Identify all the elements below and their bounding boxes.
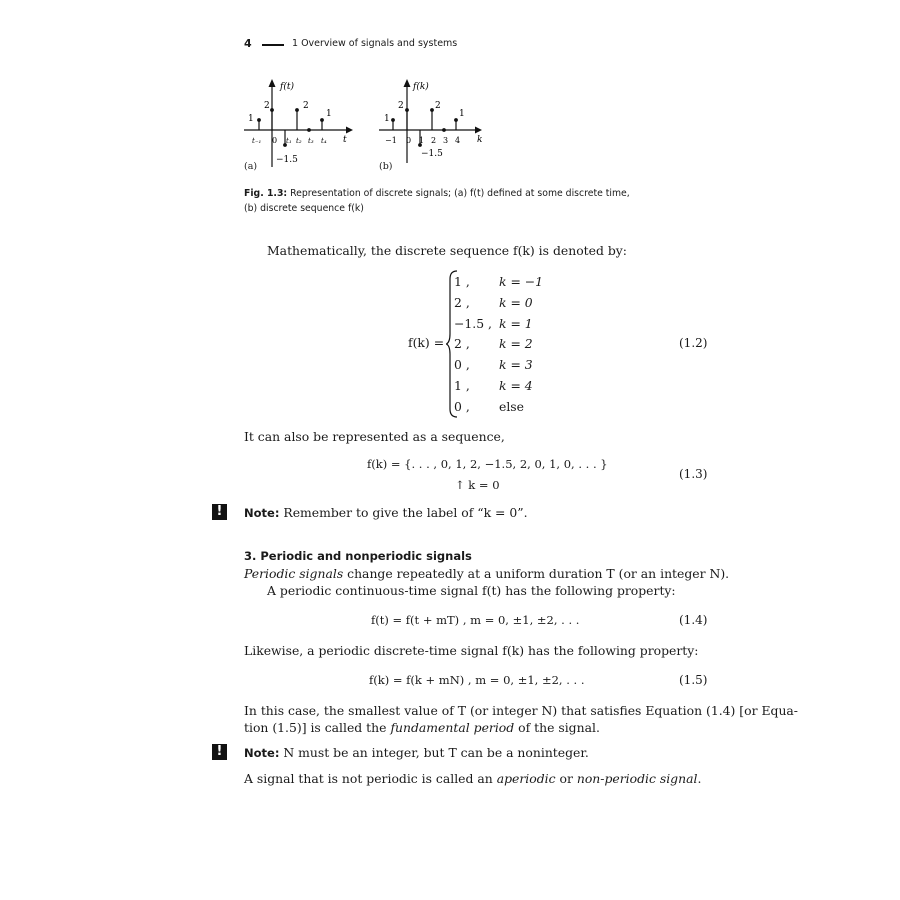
eq14: f(t) = f(t + mT) , m = 0, ±1, ±2, . . .	[371, 613, 580, 627]
note-1-label: Note:	[244, 506, 280, 520]
tick-a-4: t₃	[308, 137, 314, 145]
panel-label-b: (b)	[379, 161, 393, 172]
eq13-line2: ↑ k = 0	[455, 478, 500, 492]
eq12-number: (1.2)	[679, 336, 708, 350]
page-number: 4	[244, 37, 252, 50]
tick-a-2: t₁	[286, 137, 292, 145]
panel-label-a: (a)	[244, 161, 258, 172]
paragraph-3-emphasis: Periodic signals	[244, 566, 344, 581]
y-axis-label: f(k)	[413, 82, 429, 92]
eq12-case-value-1: 2 ,	[454, 295, 470, 310]
figure-caption-label: Fig. 1.3:	[244, 188, 288, 199]
stem-label-b-4: 1	[459, 109, 465, 119]
paragraph-7-or: or	[559, 771, 573, 786]
x-axis-arrow	[346, 127, 353, 134]
figure-panel-a	[240, 75, 370, 175]
paragraph-7-end: .	[697, 771, 702, 786]
tick-a-3: t₂	[296, 137, 302, 145]
section-heading: 3. Periodic and nonperiodic signals	[244, 549, 472, 563]
eq13-line1: f(k) = {. . . , 0, 1, 2, −1.5, 2, 0, 1, 0, . . . }	[367, 457, 608, 471]
paragraph-7-emphasis-1: aperiodic	[496, 771, 556, 786]
paragraph-5: Likewise, a periodic discrete-time signal f(k) has the following property:	[244, 643, 699, 658]
eq12-case-value-5: 1 ,	[454, 378, 470, 393]
note-icon: !	[212, 744, 227, 760]
y-axis-label: f(t)	[280, 82, 294, 92]
eq12-case-cond-5: k = 4	[499, 378, 533, 393]
tick-a-1: 0	[272, 136, 278, 145]
paragraph-4: A periodic continuous-time signal f(t) has the following property:	[267, 583, 676, 598]
stem-point	[257, 118, 261, 122]
paragraph-3-rest: change repeatedly at a uniform duration T (or an integer N).	[347, 566, 730, 581]
figure-caption-text: Representation of discrete signals; (a) f(t) defined at some discrete time,	[290, 188, 630, 199]
stem-label-a-2: 2	[264, 101, 270, 111]
tick-b-0: −1	[385, 136, 397, 145]
eq15-number: (1.5)	[679, 673, 708, 687]
x-axis-label: t	[343, 135, 347, 145]
tick-b-4: 3	[443, 136, 449, 145]
paragraph-3	[244, 566, 729, 581]
running-title: 1 Overview of signals and systems	[292, 38, 458, 49]
note-1	[244, 505, 528, 520]
eq15: f(k) = f(k + mN) , m = 0, ±1, ±2, . . .	[369, 673, 585, 687]
eq12-case-value-4: 0 ,	[454, 357, 470, 372]
x-axis-label: k	[477, 135, 483, 145]
stem-point	[430, 108, 434, 112]
stem-point	[307, 128, 311, 132]
tick-b-1: 0	[406, 136, 412, 145]
paragraph-2: It can also be represented as a sequence,	[244, 429, 505, 444]
figure-caption-line2: (b) discrete sequence f(k)	[244, 203, 364, 214]
tick-b-2: 1	[419, 136, 425, 145]
stem-point	[270, 108, 274, 112]
header-rule	[262, 44, 284, 46]
figure-panel-b	[375, 75, 505, 175]
eq12-lhs: f(k) =	[408, 335, 445, 350]
stem-label-a-5: −1.5	[276, 155, 298, 165]
stem-label-b-5: −1.5	[421, 149, 443, 159]
stem-label-b-2: 2	[398, 101, 404, 111]
eq12-case-cond-0: k = −1	[499, 274, 544, 289]
note-2-label: Note:	[244, 746, 280, 760]
eq12-case-value-6: 0 ,	[454, 399, 470, 414]
note-icon: !	[212, 504, 227, 520]
stem-label-a-3: 2	[303, 101, 309, 111]
stem-point	[405, 108, 409, 112]
eq12-case-cond-6: else	[499, 399, 524, 414]
paragraph-6-emphasis: fundamental period	[390, 720, 515, 735]
note-2	[244, 745, 589, 760]
paragraph-7-emphasis-2: non-periodic signal	[576, 771, 698, 786]
y-axis-arrow	[404, 79, 411, 87]
tick-b-5: 4	[455, 136, 461, 145]
eq12-case-cond-2: k = 1	[499, 316, 533, 331]
eq12-case-cond-3: k = 2	[499, 336, 533, 351]
paragraph-6-line2	[244, 720, 600, 735]
stem-point	[391, 118, 395, 122]
eq12-case-value-2: −1.5 ,	[454, 316, 492, 331]
tick-b-3: 2	[431, 136, 437, 145]
paragraph-7	[244, 771, 701, 786]
paragraph-6-line1: In this case, the smallest value of T (or integer N) that satisfies Equation (1.4) [or Equa-	[244, 703, 798, 718]
paragraph-6-b: of the signal.	[518, 720, 600, 735]
stem-point	[442, 128, 446, 132]
tick-a-5: t₄	[321, 137, 327, 145]
x-axis-arrow	[475, 127, 482, 134]
stem-label-b-3: 2	[435, 101, 441, 111]
eq13-number: (1.3)	[679, 467, 708, 481]
note-2-text: N must be an integer, but T can be a noninteger.	[283, 745, 589, 760]
stem-point	[454, 118, 458, 122]
figure-caption-line1	[244, 188, 630, 199]
paragraph-6-a: tion (1.5)] is called the	[244, 720, 387, 735]
note-1-text: Remember to give the label of “k = 0”.	[283, 505, 528, 520]
eq12-case-value-0: 1 ,	[454, 274, 470, 289]
eq12-case-cond-4: k = 3	[499, 357, 533, 372]
stem-point	[320, 118, 324, 122]
eq12-case-value-3: 2 ,	[454, 336, 470, 351]
tick-a-0: t₋₁	[252, 137, 262, 145]
paragraph-7-a: A signal that is not periodic is called an	[244, 771, 493, 786]
paragraph-1: Mathematically, the discrete sequence f(k) is denoted by:	[267, 243, 627, 258]
y-axis-arrow	[269, 79, 276, 87]
stem-label-b-1: 1	[384, 114, 390, 124]
eq14-number: (1.4)	[679, 613, 708, 627]
stem-label-a-1: 1	[248, 114, 254, 124]
stem-point	[295, 108, 299, 112]
eq12-case-cond-1: k = 0	[499, 295, 533, 310]
stem-label-a-4: 1	[326, 109, 332, 119]
